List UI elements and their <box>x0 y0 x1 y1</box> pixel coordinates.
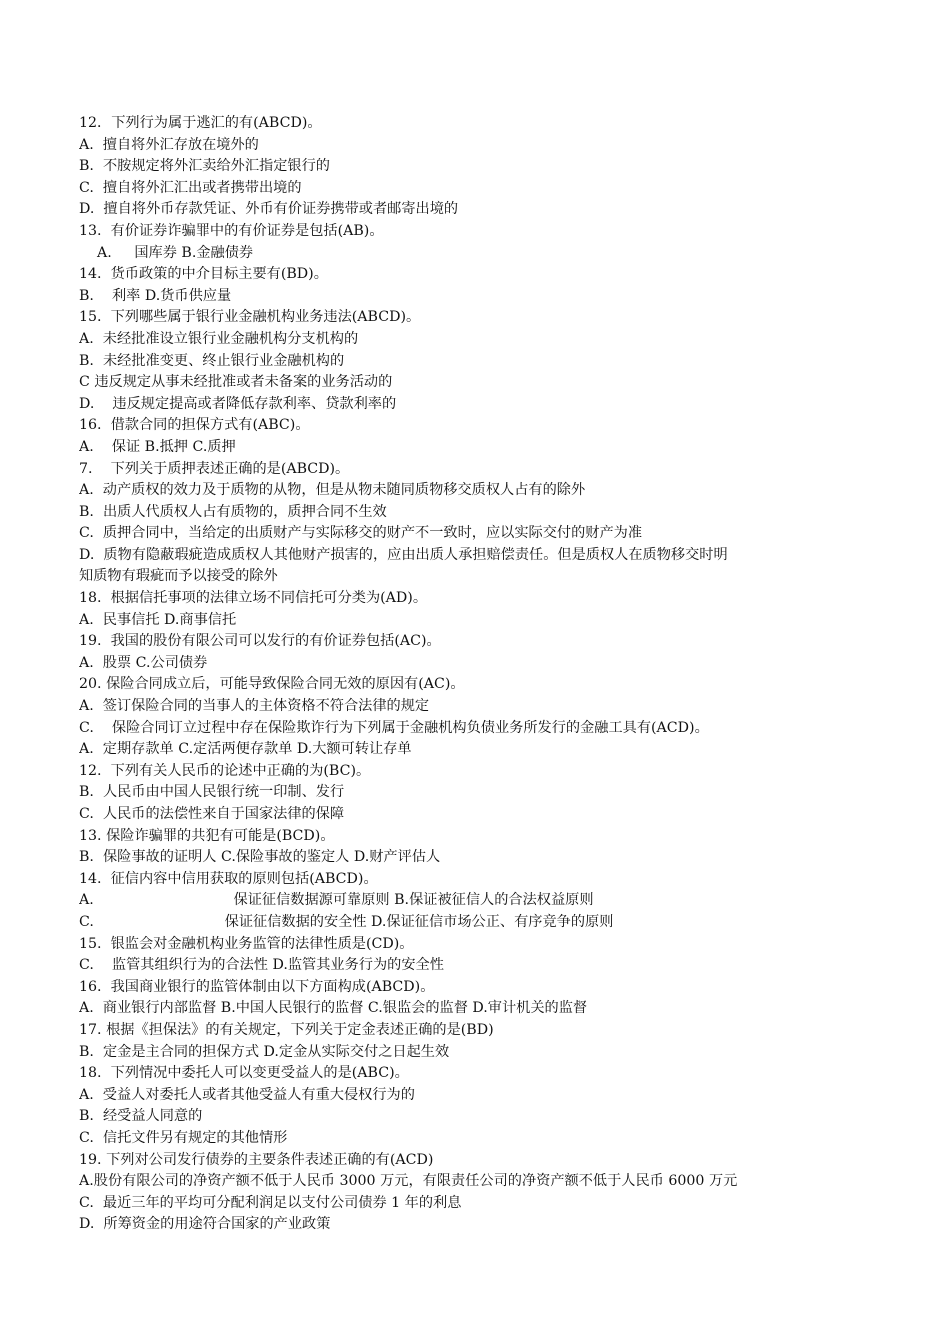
text-line: 16. 借款合同的担保方式有(ABC)。 <box>79 417 310 434</box>
text-line: B. 经受益人同意的 <box>79 1108 203 1125</box>
text-line: A. 受益人对委托人或者其他受益人有重大侵权行为的 <box>79 1086 415 1103</box>
text-line: 知质物有瑕疵而予以接受的除外 <box>79 568 278 585</box>
text-line: 14. 征信内容中信用获取的原则包括(ABCD)。 <box>79 870 378 887</box>
text-line: C 违反规定从事未经批准或者未备案的业务活动的 <box>79 374 393 391</box>
text-line: 16. 我国商业银行的监管体制由以下方面构成(ABCD)。 <box>79 978 435 995</box>
text-line: B. 保险事故的证明人 C.保险事故的鉴定人 D.财产评估人 <box>79 849 441 866</box>
text-line: A.股份有限公司的净资产额不低于人民币 3000 万元，有限责任公司的净资产额不低于人民币 6000 万元 <box>79 1173 738 1190</box>
text-line: C. 质押合同中，当给定的出质财产与实际移交的财产不一致时，应以实际交付的财产为准 <box>79 525 643 542</box>
text-line: 17. 根据《担保法》的有关规定，下列关于定金表述正确的是(BD) <box>79 1021 494 1038</box>
text-line: A. 民事信托 D.商事信托 <box>79 611 237 628</box>
text-line: 12．下列行为属于逃汇的有(ABCD)。 <box>79 115 322 131</box>
text-line: C. 保证征信数据的安全性 D.保证征信市场公正、有序竞争的原则 <box>79 913 614 930</box>
text-line: B. 不胺规定将外汇卖给外汇指定银行的 <box>79 158 330 175</box>
text-line: A. 未经批准设立银行业金融机构分支机构的 <box>79 330 359 347</box>
text-line: C. 人民币的法偿性来自于国家法律的保障 <box>79 806 345 822</box>
text-line: C. 擅自将外汇汇出或者携带出境的 <box>79 179 302 196</box>
text-line: 13. 保险诈骗罪的共犯有可能是(BCD)。 <box>79 827 335 844</box>
text-line: D. 擅自将外币存款凭证、外币有价证券携带或者邮寄出境的 <box>79 201 459 218</box>
text-line: 15. 下列哪些属于银行业金融机构业务违法(ABCD)。 <box>79 309 421 326</box>
text-line: C. 最近三年的平均可分配利润足以支付公司债券 1 年的利息 <box>79 1194 462 1211</box>
text-line: 13. 有价证券诈骗罪中的有价证券是包括(AB)。 <box>79 222 384 239</box>
text-line: 19. 我国的股份有限公司可以发行的有价证券包括(AC)。 <box>79 633 441 650</box>
text-line: C. 保险合同订立过程中存在保险欺诈行为下列属于金融机构负债业务所发行的金融工具有(ACD)。 <box>79 719 709 736</box>
text-line: C. 监管其组织行为的合法性 D.监管其业务行为的安全性 <box>79 957 444 974</box>
text-line: B. 利率 D.货币供应量 <box>79 287 232 304</box>
text-line: C. 信托文件另有规定的其他情形 <box>79 1129 288 1146</box>
text-line: B. 出质人代质权人占有质物的，质押合同不生效 <box>79 503 387 520</box>
text-line: D. 质物有隐蔽瑕疵造成质权人其他财产损害的，应由出质人承担赔偿责任。但是质权人在质物移交时明 <box>79 546 728 563</box>
text-line: A. 保证 B.抵押 C.质押 <box>79 438 236 455</box>
text-line: A. 动产质权的效力及于质物的从物，但是从物未随同质物移交质权人占有的除外 <box>79 482 586 499</box>
text-line: A. 国库券 B.金融债券 <box>79 244 254 261</box>
text-line: B. 未经批准变更、终止银行业金融机构的 <box>79 352 345 369</box>
text-line: 14. 货币政策的中介目标主要有(BD)。 <box>79 266 328 283</box>
text-line: A. 保证征信数据源可靠原则 B.保证被征信人的合法权益原则 <box>79 892 594 909</box>
text-line: 19. 下列对公司发行债券的主要条件表述正确的有(ACD) <box>79 1151 434 1168</box>
text-line: 12. 下列有关人民币的论述中正确的为(BC)。 <box>79 762 371 779</box>
text-line: A. 定期存款单 C.定活两便存款单 D.大额可转让存单 <box>79 741 412 758</box>
text-line: 7. 下列关于质押表述正确的是(ABCD)。 <box>79 460 350 477</box>
text-line: A. 签订保险合同的当事人的主体资格不符合法律的规定 <box>79 698 430 715</box>
text-line: D. 所筹资金的用途符合国家的产业政策 <box>79 1216 331 1233</box>
document-text <box>79 113 879 1236</box>
text-line: 18. 根据信托事项的法律立场不同信托可分类为(AD)。 <box>79 590 428 607</box>
text-line: A. 股票 C.公司债券 <box>79 654 208 671</box>
text-line: D. 违反规定提高或者降低存款利率、贷款利率的 <box>79 395 397 412</box>
text-line: 15. 银监会对金融机构业务监管的法律性质是(CD)。 <box>79 935 414 952</box>
text-line: B. 定金是主合同的担保方式 D.定金从实际交付之日起生效 <box>79 1043 450 1060</box>
text-line: B. 人民币由中国人民银行统一印制、发行 <box>79 784 345 801</box>
text-line: 20. 保险合同成立后，可能导致保险合同无效的原因有(AC)。 <box>79 676 465 693</box>
text-line: 18. 下列情况中委托人可以变更受益人的是(ABC)。 <box>79 1065 409 1082</box>
text-line: A. 擅自将外汇存放在境外的 <box>79 136 259 153</box>
text-line: A. 商业银行内部监督 B.中国人民银行的监督 C.银监会的监督 D.审计机关的监督 <box>79 1000 588 1017</box>
